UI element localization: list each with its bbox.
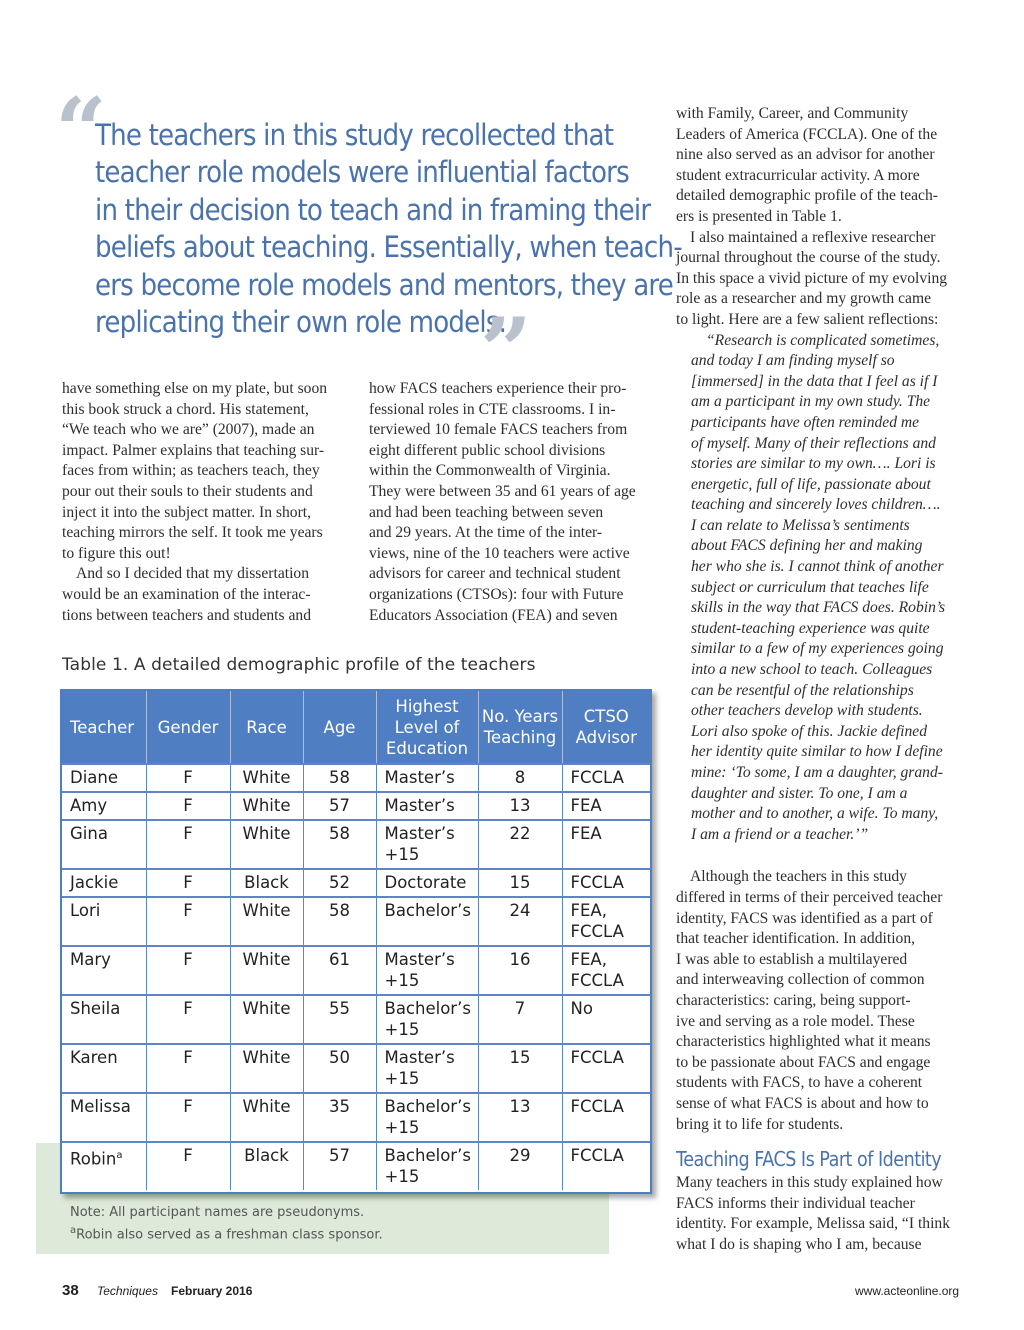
text-line: advisors for career and technical student [369, 565, 621, 583]
cell-teacher: Lori [62, 897, 146, 946]
cell-race: White [230, 1093, 303, 1142]
pull-quote-line: The teachers in this study recollected that [95, 118, 614, 152]
table-row [62, 764, 650, 792]
quote-line: I am a friend or a teacher.’” [691, 825, 869, 843]
demographic-table [62, 691, 650, 1190]
text-line: faces from within; as teachers teach, they [62, 462, 320, 480]
cell-years: 15 [478, 869, 562, 897]
pull-quote-line: in their decision to teach and in framing their [95, 192, 651, 227]
cell-gender: F [146, 995, 230, 1044]
text-line: identity. For example, Melissa said, “I think [676, 1215, 950, 1233]
quote-line: other teachers develop with students. [691, 702, 923, 720]
cell-race: White [230, 792, 303, 820]
table-note [70, 1204, 383, 1244]
cell-teacher [62, 1142, 146, 1190]
cell-years: 29 [478, 1142, 562, 1190]
cell-race: White [230, 820, 303, 869]
quote-line: stories are similar to my own…. Lori is [691, 455, 936, 473]
footnote-marker: a [116, 1150, 123, 1161]
cell-gender: F [146, 820, 230, 869]
text-line: In this space a vivid picture of my evolving [676, 269, 948, 287]
text-line: “We teach who we are” (2007), made an [62, 421, 315, 439]
text-line: pour out their souls to their students and [62, 482, 313, 500]
teacher-name: Robin [70, 1149, 117, 1169]
text-line: detailed demographic profile of the teach- [676, 187, 938, 205]
cell-age: 50 [303, 1044, 376, 1093]
cell-teacher: Sheila [62, 995, 146, 1044]
pull-quote-line: ers become role models and mentors, they are [95, 267, 673, 302]
cell-age: 58 [303, 820, 376, 869]
column-header: Teacher [62, 691, 146, 764]
body-column-1 [62, 379, 352, 626]
text-line: Although the teachers in this study [690, 868, 907, 886]
cell-ctso: FCCLA [562, 1142, 650, 1190]
text-line: characteristics highlighted what it means [676, 1033, 931, 1051]
quote-line: similar to a few of my experiences going [691, 640, 944, 658]
text-line: would be an examination of the interac- [62, 585, 311, 603]
cell-race: White [230, 897, 303, 946]
cell-age: 61 [303, 946, 376, 995]
quote-line: [immersed] in the data that I feel as if I [691, 372, 938, 390]
text-line: inject it into the subject matter. In short, [62, 503, 312, 521]
quote-line: can be resentful of the relationships [691, 681, 914, 699]
cell-age: 52 [303, 869, 376, 897]
text-line: eight different public school divisions [369, 441, 606, 459]
cell-ctso: No [562, 995, 650, 1044]
quote-line: teaching and sincerely loves children…. [691, 496, 941, 514]
table-row [62, 1093, 650, 1142]
text-line: fessional roles in CTE classrooms. I in- [369, 400, 616, 418]
cell-years: 13 [478, 792, 562, 820]
cell-race: White [230, 995, 303, 1044]
text-line: And so I decided that my dissertation [76, 565, 309, 583]
table-row [62, 1142, 650, 1190]
pull-quote-line: teacher role models were influential factors [95, 155, 629, 190]
quote-line: daughter and sister. To one, I am a [691, 784, 908, 802]
table-row [62, 995, 650, 1044]
quote-line: her who she is. I cannot think of another [691, 558, 944, 576]
text-line: and interweaving collection of common [676, 971, 925, 989]
cell-teacher: Melissa [62, 1093, 146, 1142]
quote-line: student-teaching experience was quite [691, 619, 930, 637]
quote-line: about FACS defining her and making [691, 537, 923, 555]
column-header: Age [303, 691, 376, 764]
column-header: CTSO Advisor [562, 691, 650, 764]
cell-education: Bachelor’s [376, 897, 478, 946]
text-line: to figure this out! [62, 544, 171, 562]
table-row [62, 792, 650, 820]
cell-gender: F [146, 1142, 230, 1190]
quote-line: skills in the way that FACS does. Robin’s [691, 599, 946, 617]
spacer [676, 845, 976, 867]
quote-line: energetic, full of life, passionate about [691, 475, 931, 493]
text-line: identity, FACS was identified as a part of [676, 909, 933, 927]
cell-ctso: FEA, FCCLA [562, 897, 650, 946]
text-line: terviewed 10 female FACS teachers from [369, 421, 628, 439]
quote-line: participants have often reminded me [691, 413, 920, 431]
quote-line: and today I am finding myself so [691, 352, 895, 370]
journal-quote [676, 331, 976, 846]
cell-gender: F [146, 792, 230, 820]
cell-education: Bachelor’s +15 [376, 995, 478, 1044]
open-quote-mark: “ [55, 78, 107, 184]
cell-years: 7 [478, 995, 562, 1044]
cell-teacher: Karen [62, 1044, 146, 1093]
cell-age: 35 [303, 1093, 376, 1142]
text-line: what I do is shaping who I am, because [676, 1235, 922, 1253]
text-line: differed in terms of their perceived teacher [676, 888, 943, 906]
text-line: sense of what FACS is about and how to [676, 1094, 929, 1112]
cell-education: Master’s +15 [376, 820, 478, 869]
cell-years: 8 [478, 764, 562, 792]
table-row [62, 820, 650, 869]
text-line: Educators Association (FEA) and seven [369, 606, 618, 624]
table-header-row [62, 691, 650, 764]
quote-line: mine: ‘To some, I am a daughter, grand- [691, 764, 943, 781]
quote-line: of myself. Many of their reflections and [691, 434, 936, 452]
text-line: Many teachers in this study explained how [676, 1174, 943, 1192]
text-line: journal throughout the course of the study. [676, 249, 941, 267]
column-header: Highest Level of Education [376, 691, 478, 764]
quote-line: am a participant in my own study. The [691, 393, 931, 411]
cell-ctso: FCCLA [562, 1093, 650, 1142]
cell-education: Doctorate [376, 869, 478, 897]
text-line: role as a researcher and my growth came [676, 290, 932, 308]
cell-ctso: FCCLA [562, 869, 650, 897]
pull-quote-line: beliefs about teaching. Essentially, when teach- [95, 230, 682, 265]
text-line: this book struck a chord. His statement, [62, 400, 309, 418]
table-row [62, 1044, 650, 1093]
issue-date: February 2016 [171, 1284, 253, 1298]
note-line: Note: All participant names are pseudonyms. [70, 1205, 365, 1220]
cell-years: 13 [478, 1093, 562, 1142]
publication-name: Techniques [97, 1284, 158, 1298]
text-line: with Family, Career, and Community [676, 105, 909, 122]
text-line: to light. Here are a few salient reflections: [676, 310, 939, 328]
cell-race: White [230, 1044, 303, 1093]
cell-gender: F [146, 764, 230, 792]
text-line: characteristics: caring, being support- [676, 991, 911, 1009]
quote-line: subject or curriculum that teaches life [691, 578, 929, 596]
text-line: have something else on my plate, but soon [62, 380, 328, 397]
cell-race: Black [230, 1142, 303, 1190]
note-line [70, 1222, 383, 1244]
quote-line: I can relate to Melissa’s sentiments [691, 516, 910, 534]
text-line: that teacher identification. In addition, [676, 930, 916, 948]
text-line: FACS informs their individual teacher [676, 1194, 915, 1212]
demographic-table-box [60, 689, 652, 1194]
cell-age: 58 [303, 897, 376, 946]
text-line: students with FACS, to have a coherent [676, 1074, 923, 1092]
text-line: ive and serving as a role model. These [676, 1012, 915, 1030]
column-header: Race [230, 691, 303, 764]
table-row [62, 897, 650, 946]
quote-line: her identity quite similar to how I define [691, 743, 943, 761]
cell-age: 55 [303, 995, 376, 1044]
cell-ctso: FCCLA [562, 764, 650, 792]
cell-education: Bachelor’s +15 [376, 1093, 478, 1142]
text-line: and had been teaching between seven [369, 503, 604, 521]
body-column-3 [676, 104, 976, 1255]
cell-years: 22 [478, 820, 562, 869]
table-row [62, 869, 650, 897]
cell-teacher: Amy [62, 792, 146, 820]
text-line: ers is presented in Table 1. [676, 207, 842, 225]
quote-line: into a new school to teach. Colleagues [691, 661, 933, 679]
cell-gender: F [146, 1093, 230, 1142]
section-heading: Teaching FACS Is Part of Identity [676, 1147, 942, 1172]
text-line: Leaders of America (FCCLA). One of the [676, 125, 938, 143]
page-number: 38 [62, 1282, 79, 1299]
cell-education: Master’s [376, 764, 478, 792]
text-line: organizations (CTSOs): four with Future [369, 585, 624, 603]
quote-line: Lori also spoke of this. Jackie defined [691, 722, 928, 740]
cell-gender: F [146, 869, 230, 897]
text-line: They were between 35 and 61 years of age [369, 482, 636, 500]
cell-education: Master’s +15 [376, 1044, 478, 1093]
pull-quote-line: replicating their own role models. [95, 305, 507, 340]
cell-gender: F [146, 897, 230, 946]
text-line: student extracurricular activity. A more [676, 166, 920, 184]
cell-teacher: Jackie [62, 869, 146, 897]
cell-teacher: Mary [62, 946, 146, 995]
cell-gender: F [146, 1044, 230, 1093]
cell-age: 58 [303, 764, 376, 792]
text-line: I was able to establish a multilayered [676, 950, 908, 968]
text-line: and 29 years. At the time of the inter- [369, 524, 603, 542]
website-url: www.acteonline.org [855, 1284, 960, 1298]
text-line: nine also served as an advisor for another [676, 146, 935, 164]
text-line: how FACS teachers experience their pro- [369, 380, 627, 397]
cell-teacher: Diane [62, 764, 146, 792]
text-line: bring it to life for students. [676, 1115, 844, 1133]
text-line: tions between teachers and students and [62, 606, 311, 624]
text-line: teaching mirrors the self. It took me years [62, 524, 323, 542]
cell-years: 15 [478, 1044, 562, 1093]
text-line: views, nine of the 10 teachers were active [369, 544, 630, 562]
text-line: to be passionate about FACS and engage [676, 1053, 931, 1071]
column-header: Gender [146, 691, 230, 764]
body-column-2 [369, 379, 659, 626]
cell-race: White [230, 946, 303, 995]
cell-gender: F [146, 946, 230, 995]
cell-race: White [230, 764, 303, 792]
quote-line: mother and to another, a wife. To many, [691, 805, 939, 823]
text-line: I also maintained a reflexive researcher [690, 228, 936, 246]
cell-ctso: FEA [562, 820, 650, 869]
cell-years: 24 [478, 897, 562, 946]
cell-age: 57 [303, 1142, 376, 1190]
text-line: impact. Palmer explains that teaching sur- [62, 441, 325, 459]
cell-ctso: FEA [562, 792, 650, 820]
quote-line: “Research is complicated sometimes, [706, 331, 940, 349]
cell-age: 57 [303, 792, 376, 820]
cell-ctso: FCCLA [562, 1044, 650, 1093]
cell-education: Bachelor’s +15 [376, 1142, 478, 1190]
cell-race: Black [230, 869, 303, 897]
text-line: within the Commonwealth of Virginia. [369, 462, 611, 480]
note-text: Robin also served as a freshman class sponsor. [76, 1227, 383, 1243]
cell-education: Master’s +15 [376, 946, 478, 995]
table-row [62, 946, 650, 995]
close-quote-mark: ” [480, 298, 532, 404]
cell-ctso: FEA, FCCLA [562, 946, 650, 995]
cell-education: Master’s [376, 792, 478, 820]
table-caption: Table 1. A detailed demographic profile of the teachers [62, 655, 536, 675]
column-header: No. Years Teaching [478, 691, 562, 764]
cell-years: 16 [478, 946, 562, 995]
footnote-marker: a [70, 1225, 77, 1236]
cell-teacher: Gina [62, 820, 146, 869]
